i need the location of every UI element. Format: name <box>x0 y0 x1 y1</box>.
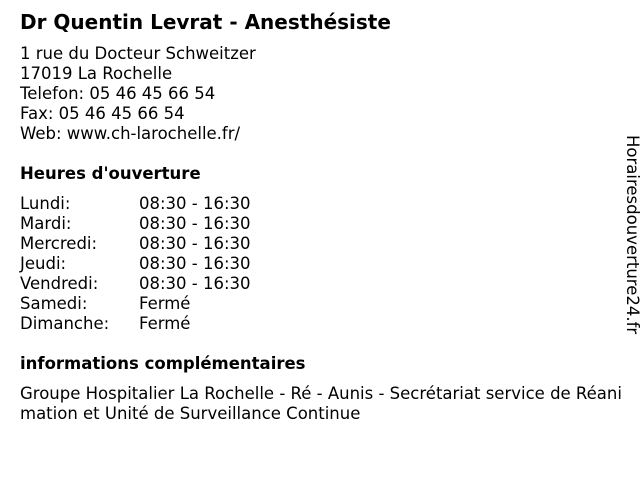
hours-day: Jeudi: <box>20 254 67 273</box>
hours-day: Lundi: <box>20 194 71 213</box>
site-watermark: Horairesdouverture24.fr <box>623 135 642 335</box>
opening-hours-heading: Heures d'ouverture <box>20 164 201 183</box>
hours-time: 08:30 - 16:30 <box>139 254 251 273</box>
fax-number: Fax: 05 46 45 66 54 <box>20 104 185 123</box>
city-line: 17019 La Rochelle <box>20 64 173 83</box>
hours-day: Mardi: <box>20 214 72 233</box>
hours-time: Fermé <box>139 294 191 313</box>
hours-time: 08:30 - 16:30 <box>139 234 251 253</box>
hours-time: 08:30 - 16:30 <box>139 214 251 233</box>
hours-day: Dimanche: <box>20 314 110 333</box>
hours-time: Fermé <box>139 314 191 333</box>
website-link[interactable]: Web: www.ch-larochelle.fr/ <box>20 124 241 143</box>
page-title: Dr Quentin Levrat - Anesthésiste <box>20 10 391 34</box>
hours-time: 08:30 - 16:30 <box>139 194 251 213</box>
hours-day: Vendredi: <box>20 274 99 293</box>
hours-day: Samedi: <box>20 294 88 313</box>
address-block <box>20 44 256 144</box>
additional-info-heading: informations complémentaires <box>20 354 306 373</box>
hours-day: Mercredi: <box>20 234 98 253</box>
additional-info-text: Groupe Hospitalier La Rochelle - Ré - Aunis - Secrétariat service de Réanimation et Unité de Surveillance Continue <box>20 384 622 423</box>
street-address: 1 rue du Docteur Schweitzer <box>20 44 256 63</box>
phone-number: Telefon: 05 46 45 66 54 <box>20 84 216 103</box>
hours-time: 08:30 - 16:30 <box>139 274 251 293</box>
